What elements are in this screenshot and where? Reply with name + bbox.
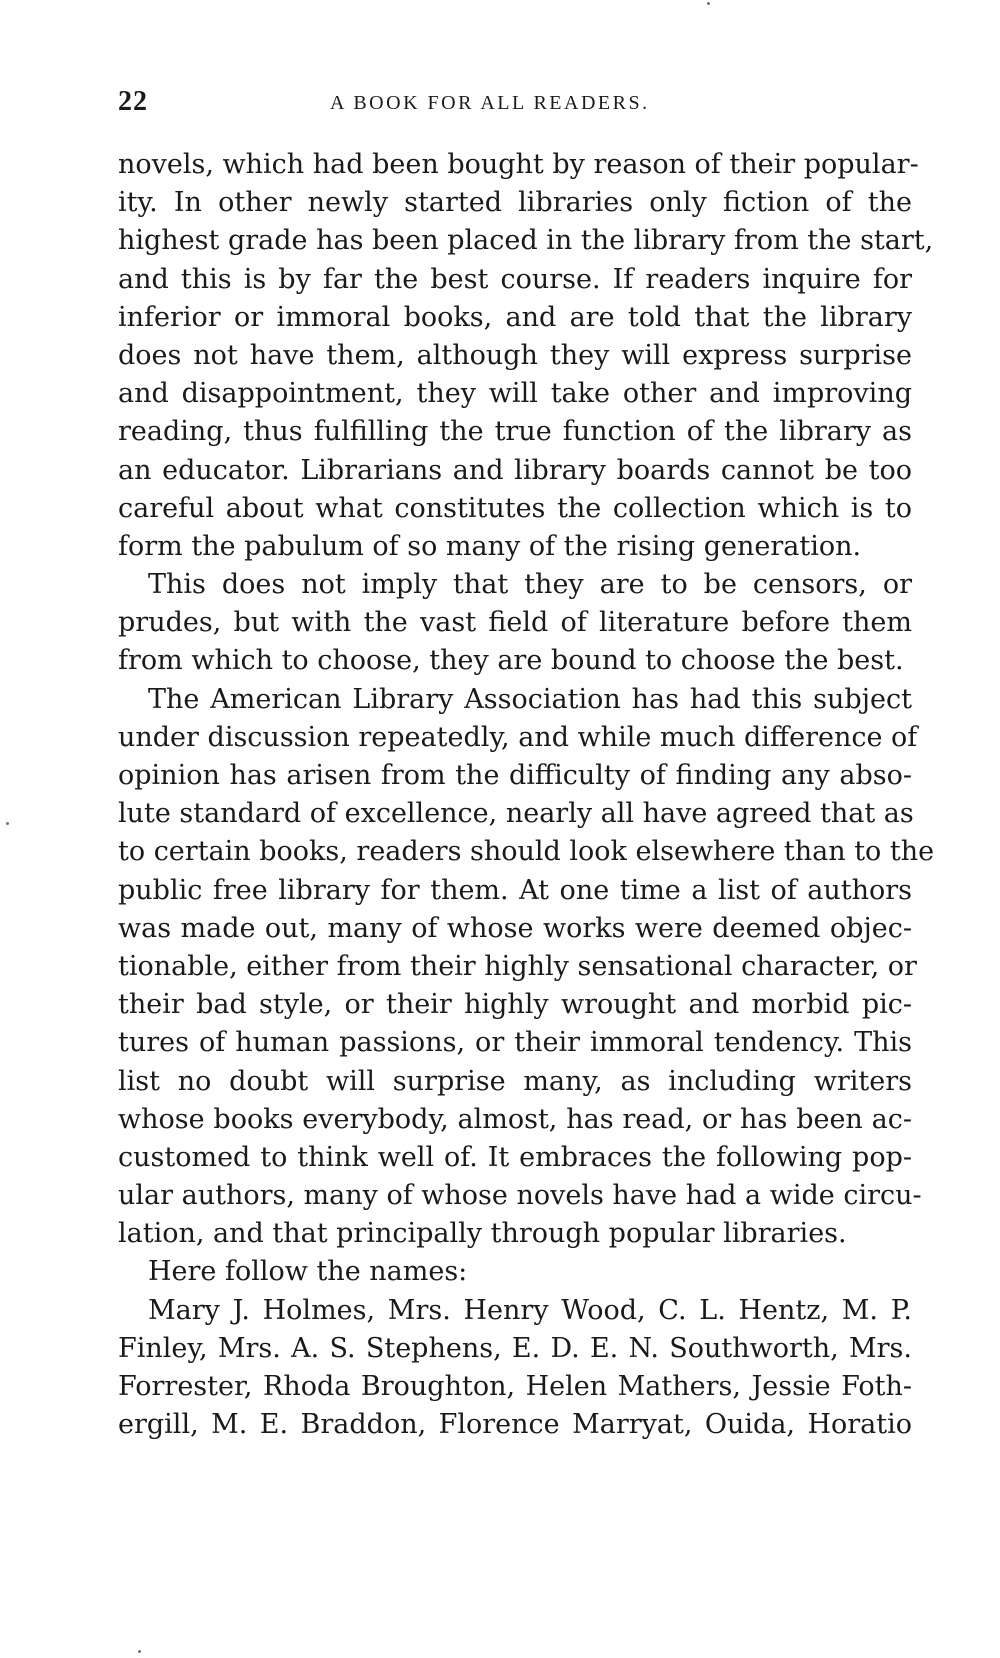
text-line: an educator. Librarians and library boards cannot be too [118, 454, 912, 486]
text-line: from which to choose, they are bound to choose the best. [118, 645, 904, 677]
text-line: whose books everybody, almost, has read, or has been ac- [118, 1103, 912, 1135]
text-line: opinion has arisen from the difficulty of finding any abso- [118, 760, 912, 791]
text-line: novels, which had been bought by reason of their popular- [118, 149, 919, 180]
scan-speck [707, 2, 710, 5]
text-line: and disappointment, they will take other and improving [118, 378, 912, 410]
scan-speck [6, 822, 9, 825]
text-line: lute standard of excellence, nearly all have agreed that as [118, 798, 914, 830]
text-line: form the pabulum of so many of the rising generation. [118, 530, 862, 562]
text-line: careful about what constitutes the collection which is to [118, 492, 912, 524]
text-line: their bad style, or their highly wrought and morbid pic- [118, 989, 912, 1021]
text-line: The American Library Association has had this subject [148, 683, 912, 715]
text-line: was made out, many of whose works were deemed objec- [118, 912, 912, 944]
text-line: tionable, either from their highly sensational character, or [118, 950, 917, 982]
text-line: tures of human passions, or their immoral tendency. This [118, 1027, 912, 1059]
text-line: lation, and that principally through popular libraries. [118, 1218, 847, 1250]
text-line: and this is by far the best course. If readers inquire for [118, 263, 912, 295]
running-title: A BOOK FOR ALL READERS. [330, 92, 650, 114]
running-head [118, 86, 918, 126]
text-line: Here follow the names: [148, 1256, 468, 1288]
text-line: to certain books, readers should look elsewhere than to the [118, 836, 935, 868]
text-line: Forrester, Rhoda Broughton, Helen Mathers, Jessie Foth- [118, 1371, 912, 1402]
scan-speck [138, 1650, 141, 1653]
text-line: This does not imply that they are to be censors, or [148, 569, 912, 601]
text-line: list no doubt will surprise many, as including writers [118, 1065, 912, 1097]
text-line: ity. In other newly started libraries only fiction of the [118, 187, 912, 219]
text-line: customed to think well of. It embraces the following pop- [118, 1141, 912, 1173]
text-line: under discussion repeatedly, and while much difference of [118, 721, 918, 753]
text-line: public free library for them. At one time a list of authors [118, 874, 912, 906]
text-line: ergill, M. E. Braddon, Florence Marryat, Ouida, Horatio [118, 1409, 912, 1441]
text-line: reading, thus fulfilling the true function of the library as [118, 416, 912, 448]
text-line: ular authors, many of whose novels have had a wide circu- [118, 1180, 922, 1212]
text-line: inferior or immoral books, and are told that the library [118, 301, 912, 333]
body-text [118, 146, 935, 1444]
text-line: Finley, Mrs. A. S. Stephens, E. D. E. N. Southworth, Mrs. [118, 1332, 912, 1364]
text-line: highest grade has been placed in the library from the start, [118, 225, 934, 257]
text-line: prudes, but with the vast field of literature before them [118, 607, 912, 639]
text-line: Mary J. Holmes, Mrs. Henry Wood, C. L. Hentz, M. P. [148, 1294, 912, 1326]
text-line: does not have them, although they will express surprise [118, 339, 912, 371]
page-number: 22 [118, 86, 148, 117]
